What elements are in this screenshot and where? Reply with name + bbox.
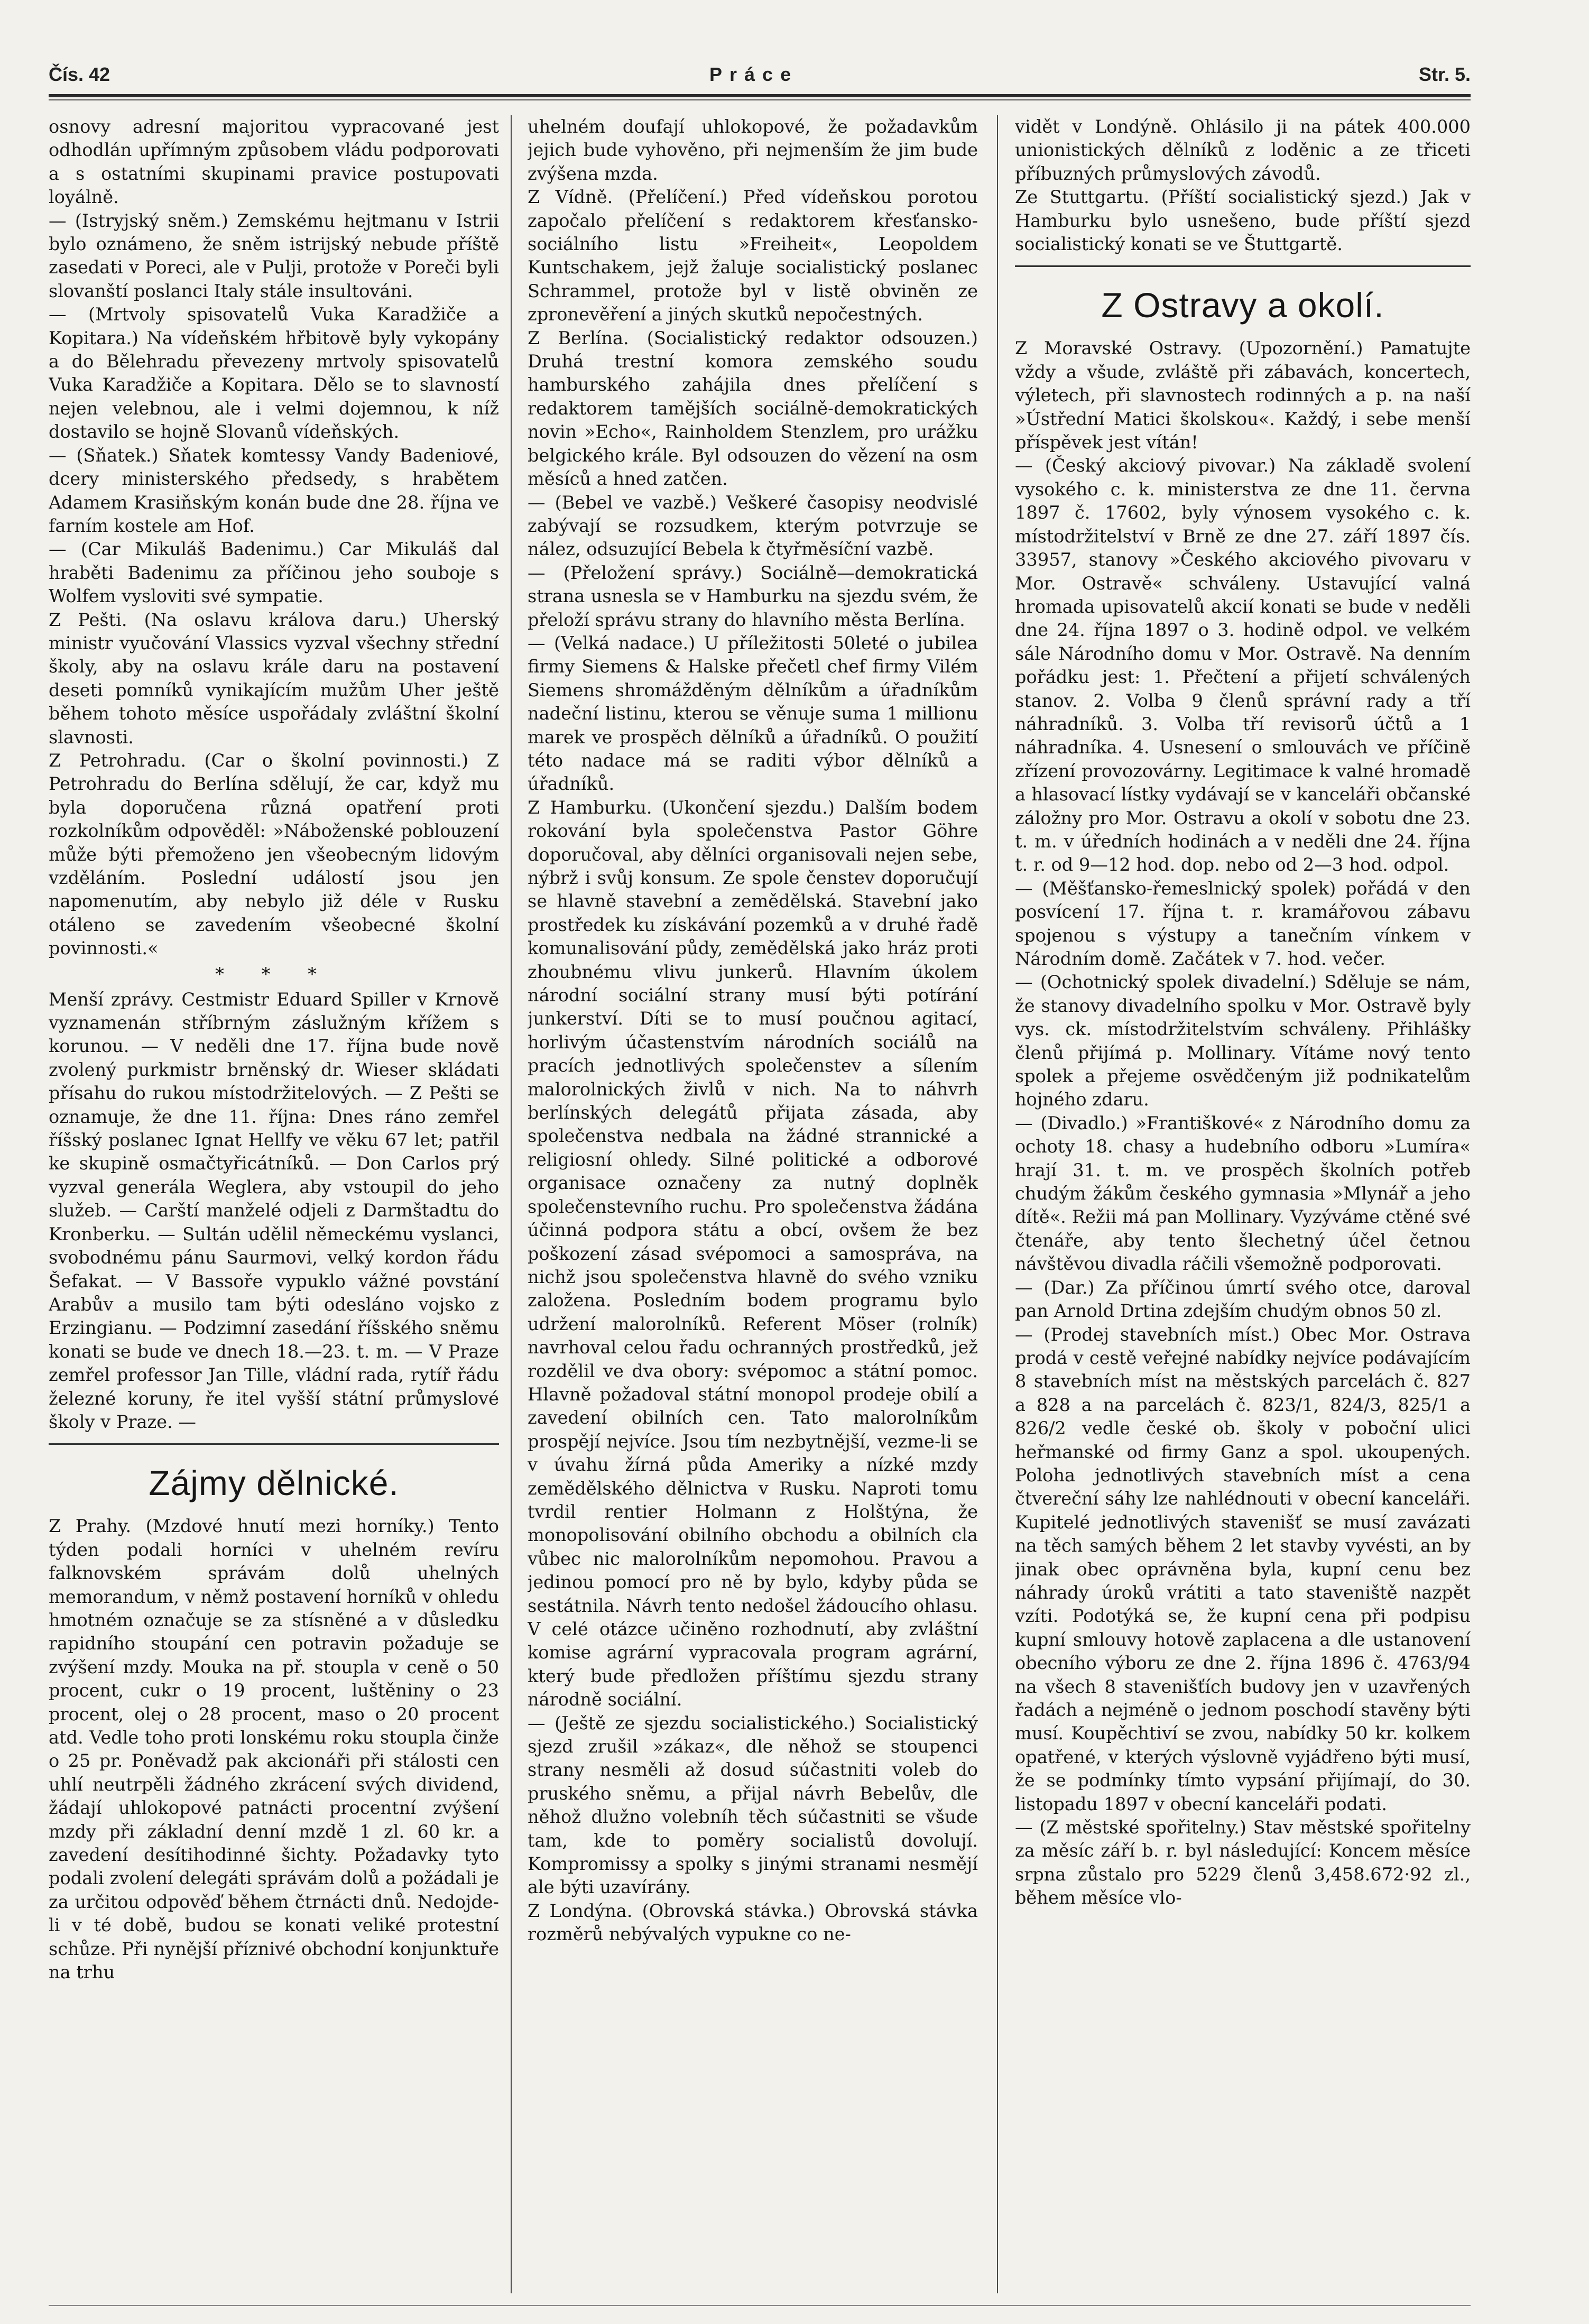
article-paragraph: Z Vídně. (Přelíčení.) Před vídeňskou porotou započalo přelíčení s redaktorem křesťansko-sociálního listu »Freiheit«, Leopoldem Kuntschakem, jejž žaluje socialistický poslanec Schrammel, protože byl v listě obviněn ze zpronevěření a jiných skutků nepočestných. (528, 187, 978, 325)
article-paragraph: — (Prodej stavebních míst.) Obec Mor. Ostrava prodá v cestě veřejné nabídky nejvíce podávajícím 8 stavebních míst na městských parcelách č. 827 a 828 a na parcelách č. 823/1, 824/3, 825/1 a 826/2 vedle české ob. školy v poboční ulici heřmanské od firmy Ganz a spol. ukoupených. Poloha jednotlivých stavebních míst a cena čtvereční sáhy lze nahlédnouti v obecní kanceláři. Kupitelé jednotlivých stavenišť se musí zavázati na těch samých během 2 let stavby vyvésti, an by jinak obec oprávněna byla, kupní cenu bez náhrady úroků vrátiti a tato staveniště nazpět vzíti. Podotýká se, že kupní cena při podpisu kupní smlouvy hotově zaplacena a dle ustanovení obecního výboru ze dne 2. října 1896 č. 4763/94 na všech 8 stavenišťích budovy jen v uzavřených řadách a nejméně o jednom poschodí stavěny býti musí. Koupěchtiví se zvou, nabídky 50 kr. kolkem opatřené, v kterých výslovně vyjádřeno býti musí, že se podmínky tímto vypsání přijímají, do 30. listopadu 1897 v obecní kanceláři podati. (1015, 1324, 1471, 1814)
page-number: Str. 5. (1418, 63, 1471, 85)
article-paragraph: — (Sňatek.) Sňatek komtessy Vandy Badeniové, dcery ministerského předsedy, s hrabětem Adamem Krasiňským konán bude dne 28. října ve farním kostele am Hof. (49, 445, 499, 536)
article-paragraph: vidět v Londýně. Ohlásilo ji na pátek 400.000 unionistických dělníků z loděnic a ze třiceti příbuzných průmyslových závodů. (1015, 116, 1471, 184)
article-paragraph: Z Berlína. (Socialistický redaktor odsouzen.) Druhá trestní komora zemského soudu hamburského zahájila dnes přelíčení s redaktorem tamějších sociálně-demokratických novin »Echo«, Rainholdem Stenzlem, pro urážku belgického krále. Byl odsouzen do vězení na osm měsíců a hned zatčen. (528, 327, 978, 490)
section-rule (49, 1443, 499, 1445)
article-paragraph: Z Petrohradu. (Car o školní povinnosti.) Z Petrohradu do Berlína sdělují, že car, když mu byla doporučena různá opatření proti rozkolníkům odpověděl: »Náboženské poblouzení může býti přemoženo jen všeobecným lidovým vzděláním. Poslední událostí jsou jen napomenutím, aby nebylo již déle v Rusku otáleno se zavedením všeobecné školní povinnosti.« (49, 750, 499, 959)
section-title: Zájmy dělnické. (149, 1463, 399, 1503)
article-paragraph: Menší zprávy. Cestmistr Eduard Spiller v Krnově vyznamenán stříbrným záslužným křížem s korunou. — V neděli dne 17. října bude nově zvolený purkmistr brněnský dr. Wieser skládati přísahu do rukou místodržitelových. — Z Pešti se oznamuje, že dne 11. října: Dnes ráno zemřel říšský poslanec Ignat Hellfy ve věku 67 let; patřil ke skupině osmačtyřicátníků. — Don Carlos prý vyzval generála Weglera, aby vstoupil do jeho služeb. — Carští manželé odjeli z Darmštadtu do Kronberku. — Sultán udělil německému vyslanci, svobodnému pánu Saurmovi, velký kordon řádu Šefakat. — V Bassoře vypuklo vážné povstání Arabův a musilo tam býti odesláno vojsko z Erzingianu. — Podzimní zasedání říšského sněmu konati se bude ve dnech 18.—23. t. m. — V Praze zemřel professor Jan Tille, vládní rada, rytíř řádu železné koruny, ře itel vyšší státní průmyslové školy v Praze. — (49, 989, 499, 1432)
article-paragraph: uhelném doufají uhlokopové, že požadavkům jejich bude vyhověno, při nejmenším že jim bude zvýšena mzda. (528, 116, 978, 184)
article-paragraph: — (Z městské spořitelny.) Stav městské spořitelny za měsíc září b. r. byl následující: Koncem měsíce srpna zůstalo pro 5229 členů 3,458.672·92 zl., během měsíce vlo- (1015, 1817, 1471, 1908)
article-paragraph: osnovy adresní majoritou vypracované jest odhodlán upřímným způsobem vládu podporovati a s ostatními skupinami pravice postupovati loyálně. (49, 116, 499, 208)
section-title: Z Ostravy a okolí. (1101, 285, 1384, 325)
column-1 (49, 115, 499, 2293)
section-rule (1015, 265, 1471, 267)
header-rule (49, 94, 1471, 97)
article-paragraph: Z Hamburku. (Ukončení sjezdu.) Dalším bodem rokování byla společenstva Pastor Göhre doporučoval, aby dělníci organisovali nejen sebe, nýbrž i svůj konsum. Ze spole čenstev doporučují se hlavně stavební a zemědělská. Stavební jako prostředek ku získávání pozemků a v druhé řadě komunalisování půdy, zemědělská jako hráz proti zhoubnému vlivu junkerů. Hlavním úkolem národní sociální strany musí býti potírání junkerství. Díti se to musí poučnou agitací, horlivým účastenstvím národních sociálů na pracích jednotlivých společenstev a sílením malorolnických živlů v nich. Na to náhvrh berlínských delegátů přijata zásada, aby společenstva nedbala na žádné strannické a religiosní ohledy. Silné politické a odborové organisace označeny za nutný doplněk společenstevního ruchu. Pro společenstva žádána účinná podpora státu a obcí, ovšem že bez poškození zásad svépomoci a samospráva, na nichž jsou společenstva hlavně do svého vzniku založena. Posledním bodem programu bylo udržení malorolníků. Referent Möser (rolník) navrhoval celou řadu ochranných prostředků, jež rozdělil ve dva obory: svépomoc a státní pomoc. Hlavně požadoval státní monopol prodeje obilí a zavedení obilních cen. Tato malorolníkům prospějí nejvíce. Jsou tím nezbytnější, vezme-li se v úvahu žírná půda Ameriky a nízké mzdy zemědělského dělnictva v Rusku. Naproti tomu tvrdil rentier Holmann z Holštýna, že monopolisování obilního obchodu a obilních cla vůbec nic malorolníkům nepomohou. Pravou a jedinou pomocí pro ně by bylo, kdyby půda se sestátnila. Návrh tento nedošel žádoucího ohlasu. V celé otázce učiněno rozhodnutí, aby zvláštní komise agrární vypracovala program agrární, který bude předložen příštímu sjezdu strany národně sociální. (528, 797, 978, 1710)
article-paragraph: — (Bebel ve vazbě.) Veškeré časopisy neodvislé zabývají se rozsudkem, kterým potvrzuje se nález, odsuzující Bebela k čtyřměsíční vazbě. (528, 492, 978, 560)
article-paragraph: Z Londýna. (Obrovská stávka.) Obrovská stávka rozměrů nebývalých vypukne co ne- (528, 1900, 978, 1945)
newspaper-title: Práce (709, 63, 799, 85)
article-paragraph: Z Pešti. (Na oslavu králova daru.) Uherský ministr vyučování Vlassics vyzval všechny střední školy, aby na oslavu krále daru na postavení deseti pomníků vynikajícím mužům Uher ještě během tohoto měsíce uspořádaly zvláštní školní slavnosti. (49, 609, 499, 748)
issue-number: Čís. 42 (49, 63, 110, 85)
article-paragraph: — (Český akciový pivovar.) Na základě svolení vysokého c. k. ministerstva ze dne 11. června 1897 č. 17602, byly výnosem vysokého c. k. místodržitelství v Brně ze dne 27. září 1897 čís. 33957, stanovy »Českého akciového pivovaru v Mor. Ostravě« schváleny. Ustavující valná hromada upisovatelů akcií konati se bude v neděli dne 24. října 1897 o 3. hodině odpol. ve velkém sále Národního domu v Mor. Ostravě. Na denním pořádku jest: 1. Přečtení a přijetí schválených stanov. 2. Volba 9 členů správní rady a tří náhradníků. 3. Volba tří revisorů účtů a 1 náhradníka. 4. Usnesení o smlouvách ve příčině zřízení provozovárny. Legitimace k valné hromadě a hlasovací lístky vydávají se v kanceláři občanské záložny pro Mor. Ostravu a okolí v sobotu dne 23. t. m. v úředních hodinách a v neděli dne 24. října t. r. od 9—12 hod. dop. nebo od 2—3 hod. odpol. (1015, 455, 1471, 875)
header-rule-thin (49, 99, 1471, 100)
article-paragraph: — (Ochotnický spolek divadelní.) Sděluje se nám, že stanovy divadelního spolku v Mor. Ostravě byly vys. ck. místodržitelstvím schváleny. Přihlášky členů přijímá p. Mollinary. Vítáme nový tento spolek a přejeme osvědčeným již podnikatelům hojného zdaru. (1015, 972, 1471, 1110)
section-separator-stars: * * * (215, 963, 332, 984)
article-paragraph: — (Mrtvoly spisovatelů Vuka Karadžiče a Kopitara.) Na vídeňském hřbitově byly vykopány a do Bělehradu převezeny mrtvoly spisovatelů Vuka Karadžiče a Kopitara. Dělo se to slavností nejen velebnou, ale i velmi dojemnou, k níž dostavilo se hojně Slovanů vídeňských. (49, 304, 499, 442)
article-paragraph: Ze Stuttgartu. (Příští socialistický sjezd.) Jak v Hamburku bylo usnešeno, bude příští sjezd socialistický konati se ve Štuttgartě. (1015, 187, 1471, 255)
column-divider (997, 115, 998, 2293)
article-paragraph: Z Moravské Ostravy. (Upozornění.) Pamatujte vždy a všude, zvláště při zábavách, koncertech, výletech, při slavnostech rodinných a p. na naší »Ústřední Matici školskou«. Každý, i sebe menší příspěvek jest vítán! (1015, 338, 1471, 453)
article-paragraph: — (Dar.) Za příčinou úmrtí svého otce, daroval pan Arnold Drtina zdejším chudým obnos 50 zl. (1015, 1277, 1471, 1322)
column-3 (1015, 115, 1471, 2293)
article-paragraph: Z Prahy. (Mzdové hnutí mezi horníky.) Tento týden podali horníci v uhelném revíru falknovském správám dolů uhelných memorandum, v němž postavení horníků v ohledu hmotném označuje se za stísněné a v důsledku rapidního stoupání cen potravin požaduje se zvýšení mzdy. Mouka na př. stoupla v ceně o 50 procent, cukr o 19 procent, luštěniny o 23 procent, olej o 28 procent, maso o 20 procent atd. Vedle toho proti lonskému roku stoupla činže o 25 pr. Poněvadž pak akcionáři při stálosti cen uhlí neutrpěli žádného zkrácení svých dividend, žádají uhlokopové patnácti procentní zvýšení mzdy při základní denní mzdě 1 zl. 60 kr. a zavedení desítihodinné šichty. Požadavky tyto podali zvolení delegáti správám dolů a požádali je za určitou odpověď během čtrnácti dnů. Nedojde-li v té době, budou se konati veliké protestní schůze. Při nynější příznivé obchodní konjunktuře na trhu (49, 1516, 499, 1983)
article-paragraph: — (Istryjský sněm.) Zemskému hejtmanu v Istrii bylo oznámeno, že sněm istrijský nebude příště zasedati v Poreci, ale v Pulji, protože v Poreči byli slovanští poslanci Italy stále insultováni. (49, 210, 499, 301)
column-2 (528, 115, 978, 2293)
article-paragraph: — (Měšťansko-řemeslnický spolek) pořádá v den posvícení 17. října t. r. kramářovou zábavu spojenou s výstupy a tanečním vínkem v Národním domě. Začátek v 7. hod. večer. (1015, 878, 1471, 969)
article-paragraph: — (Car Mikuláš Badenimu.) Car Mikuláš dal hraběti Badenimu za příčinou jeho souboje s Wolfem vysloviti své sympatie. (49, 539, 499, 607)
article-paragraph: — (Přeložení správy.) Sociálně—demokratická strana usnesla se v Hamburku na sjezdu svém, že přeloží správu strany do hlavního města Berlína. (528, 562, 978, 630)
footer-rule (49, 2305, 1471, 2306)
column-divider (511, 115, 512, 2293)
article-paragraph: — (Velká nadace.) U příležitosti 50leté o jubilea firmy Siemens & Halske přečetl chef firmy Vilém Siemens shromážděným dělníkům a úřadníkům nadeční listinu, kterou se věnuje suma 1 millionu marek ve prospěch dělníků a úřadníků. O použití této nadace má se raditi výbor dělníků a úřadníků. (528, 632, 978, 795)
article-paragraph: — (Ještě ze sjezdu socialistického.) Socialistický sjezd zrušil »zákaz«, dle něhož se stoupenci strany nesměli až dosud súčastniti voleb do pruského sněmu, a přijal návrh Bebelův, dle něhož dlužno volebníh těch súčastniti se všude tam, kde to poměry socialistů dovolují. Kompromissy a spolky s jinými stranami nesmějí ale býti uzavírány. (528, 1712, 978, 1898)
article-paragraph: — (Divadlo.) »Františkové« z Národního domu za ochoty 18. chasy a hudebního odboru »Lumíra« hrají 31. t. m. ve prospěch školních potřeb chudým žákům českého gymnasia »Mlynář a jeho dítě«. Režii má pan Mollinary. Vyzýváme ctěné své čtenáře, aby tento šlechetný účel četnou návštěvou divadla ráčili všemožně podporovati. (1015, 1112, 1471, 1275)
